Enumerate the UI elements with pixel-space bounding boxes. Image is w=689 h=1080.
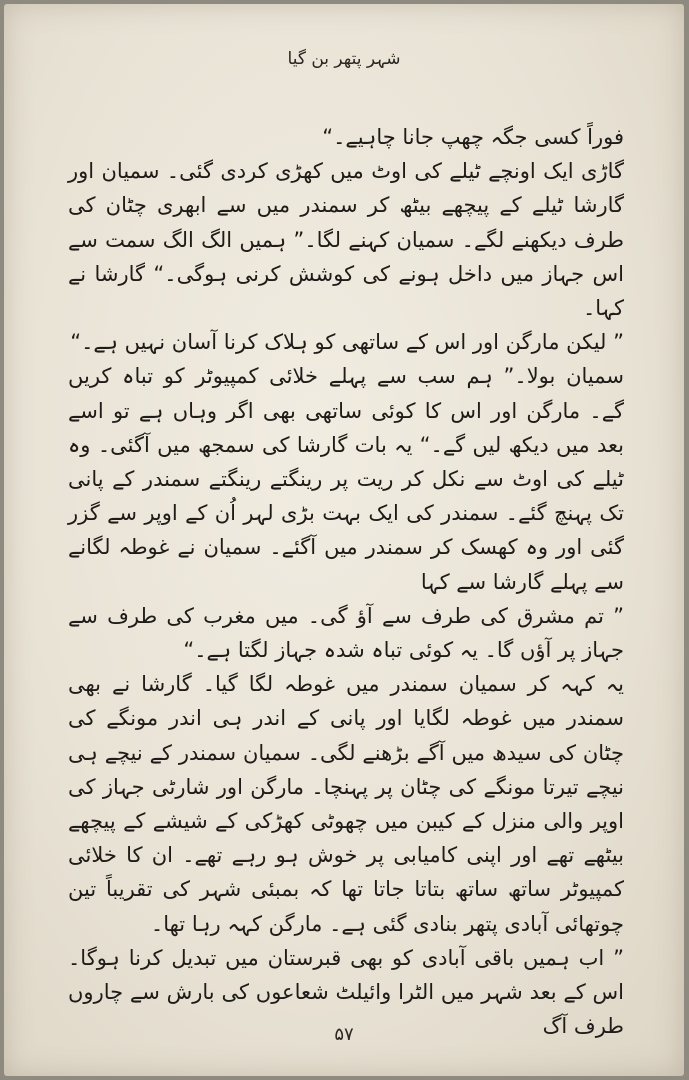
paragraph: یہ کہہ کر سمیان سمندر میں غوطہ لگا گیا۔ گارشا نے بھی سمندر میں غوطہ لگایا اور پانی کے اندر ہی اندر مونگے کی چٹان کی سیدھ میں آگے بڑھنے لگی۔ سمیان سمندر کے نیچے ہی نیچے تیرتا مونگے کی چٹان پر پہنچا۔ مارگن اور شارٹی جہاز کی اوپر والی منزل کے کیبن میں چھوٹی کھڑکی کے شیشے کے پیچھے بیٹھے تھے اور اپنی کامیابی پر خوش ہو رہے تھے۔ ان کا خلائی کمپیوٹر ساتھ ساتھ بتاتا جاتا تھا کہ بمبئی شہر کی تقریباً تین چوتھائی آبادی پتھر بنادی گئی ہے۔ مارگن کہہ رہا تھا۔ [68,672,624,936]
paragraph: ” تم مشرق کی طرف سے آؤ گی۔ میں مغرب کی طرف سے جہاز پر آؤں گا۔ یہ کوئی تباہ شدہ جہاز لگتا ہے۔“ [68,603,624,663]
paragraph: ” لیکن مارگن اور اس کے ساتھی کو ہلاک کرنا آسان نہیں ہے۔“ [70,330,624,355]
paragraph: سمیان بولا۔” ہم سب سے پہلے خلائی کمپیوٹر کو تباہ کریں گے۔ مارگن اور اس کا کوئی ساتھی بھی اگر وہاں ہے تو اسے بعد میں دیکھ لیں گے۔“ یہ بات گارشا کی سمجھ میں آگئی۔ وہ ٹیلے کی اوٹ سے نکل کر ریت پر رینگتے رینگتے سمندر کے پانی تک پہنچ گئے۔ سمندر کی ایک بہت بڑی لہر اُن کے اوپر سے گزر گئی اور وہ کھسک کر سمندر میں آگئے۔ سمیان نے غوطہ لگانے سے پہلے گارشا سے کہا [68,364,624,594]
book-page [4,4,684,1076]
paragraph: گاڑی ایک اونچے ٹیلے کی اوٹ میں کھڑی کردی گئی۔ سمیان اور گارشا ٹیلے کے پیچھے بیٹھ کر سمندر میں سے ابھری چٹان کی طرف دیکھنے لگے۔ سمیان کہنے لگا۔” ہمیں الگ الگ سمت سے اس جہاز میں داخل ہونے کی کوشش کرنی ہوگی۔“ گارشا نے کہا۔ [68,159,624,321]
running-header: شہر پتھر بن گیا [287,49,401,69]
page-body [68,120,624,1043]
page-number: ۵۷ [334,1024,354,1045]
paragraph: ” اب ہمیں باقی آبادی کو بھی قبرستان میں تبدیل کرنا ہوگا۔ اس کے بعد شہر میں الٹرا وائیلٹ شعاعوں کی بارش سے چاروں طرف آگ [68,945,624,1039]
paragraph: فوراً کسی جگہ چھپ جانا چاہیے۔“ [322,125,624,149]
